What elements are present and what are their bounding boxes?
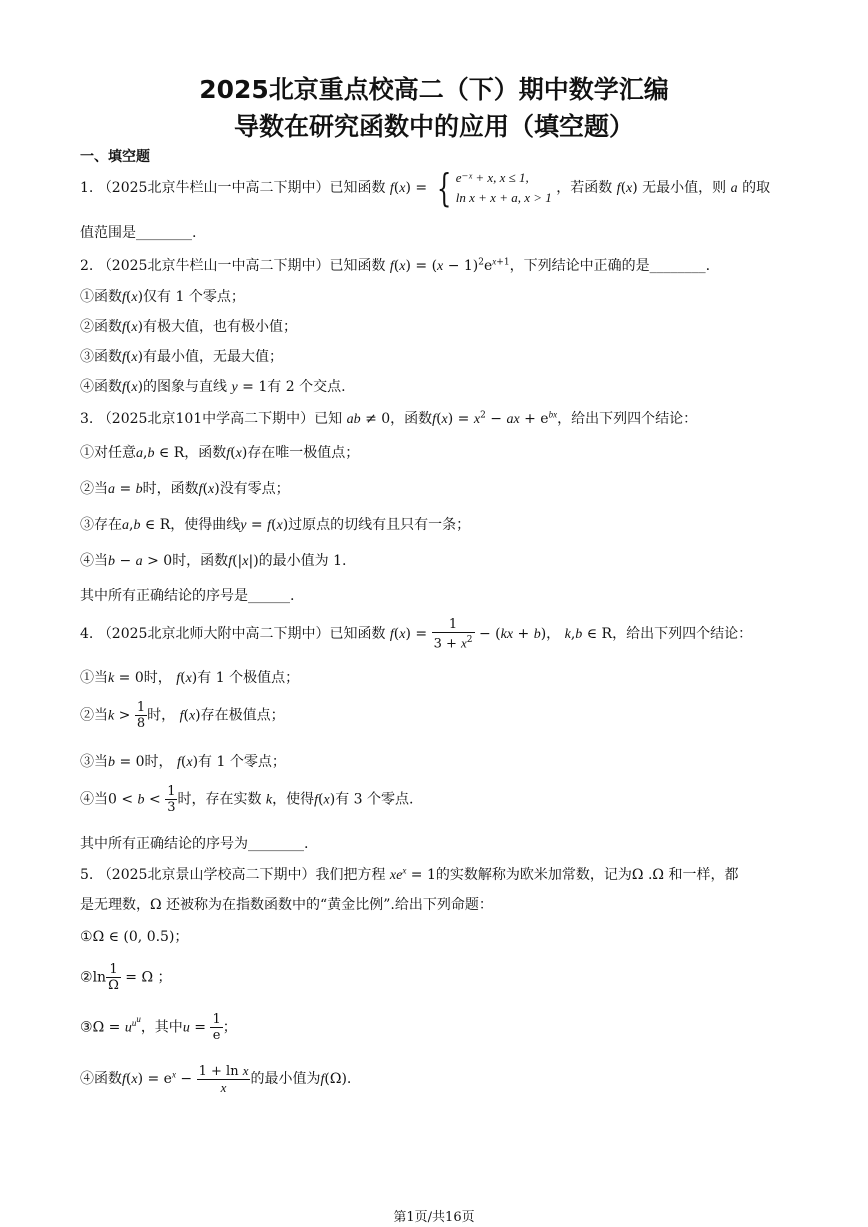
question-4-answer-prompt: 其中所有正确结论的序号为________. bbox=[80, 836, 309, 852]
question-5-option-3: ③Ω = $u^{u^u}$，其中u = $\frac{1}{e}$ ； bbox=[80, 1012, 237, 1043]
question-2-option-1: ①函数f(x)仅有 1 个零点； bbox=[80, 289, 245, 305]
page-footer: 第1页/共16页 bbox=[393, 1210, 475, 1225]
question-5-option-4: ④函数$f(x) = e^x$ − $\frac{\text{1 + ln x}}{x}$ 的最小值为f(Ω). bbox=[80, 1063, 352, 1095]
question-3-stem: 3. （2025北京101中学高二下期中）已知 ab ≠ 0，函数$f(x) = x^2$ − ax + $e^{bx}$，给出下列四个结论： bbox=[80, 409, 698, 427]
question-2-stem: 2. （2025北京牛栏山一中高二下期中）已知函数 $f(x) = (x - 1)^2e^{x+1}$，下列结论中正确的是________. bbox=[80, 256, 711, 274]
question-4-option-3: ③当b = 0时， f(x)有 1 个零点； bbox=[80, 754, 286, 770]
question-3-option-2: ②当a = b时，函数f(x)没有零点； bbox=[80, 481, 290, 497]
question-3-option-3: ③存在a,b ∈ R，使得曲线y = f(x)过原点的切线有且只有一条； bbox=[80, 517, 471, 533]
question-2-option-4: ④函数f(x)的图象与直线 y = 1有 2 个交点. bbox=[80, 379, 346, 395]
page-title: 2025北京重点校高二（下）期中数学汇编 bbox=[199, 75, 669, 104]
question-5-option-2: ②ln $\frac{1}{\Omega}$ = Ω ； bbox=[80, 962, 172, 993]
question-5-stem-line-2: 是无理数，Ω 还被称为在指数函数中的“黄金比例”.给出下列命题： bbox=[80, 897, 493, 913]
page-subtitle: 导数在研究函数中的应用（填空题） bbox=[233, 112, 634, 141]
question-3-answer-prompt: 其中所有正确结论的序号是______. bbox=[80, 588, 295, 604]
question-5-stem: 5. （2025北京景山学校高二下期中）我们把方程 $xe^x = 1$的实数解称为欧米加常数，记为Ω .Ω 和一样，都 bbox=[80, 865, 739, 883]
question-3-option-1: ①对任意a,b ∈ R，函数f(x)存在唯一极值点； bbox=[80, 445, 360, 461]
question-1-line-2: 值范围是________. bbox=[80, 225, 197, 241]
question-4-option-4: ④当0 < b < $\frac{1}{3}$ 时，存在实数 k，使得f(x)有 3 个零点. bbox=[80, 784, 414, 815]
question-2-option-2: ②函数f(x)有极大值，也有极小值； bbox=[80, 319, 298, 335]
question-2-option-3: ③函数f(x)有最小值，无最大值； bbox=[80, 349, 284, 365]
question-4-option-2: ②当k > $\frac{1}{8}$ 时， f(x)存在极值点； bbox=[80, 700, 285, 731]
question-4-option-1: ①当k = 0时， f(x)有 1 个极值点； bbox=[80, 670, 300, 686]
question-4-stem: 4. （2025北京北师大附中高二下期中）已知函数 f(x) = $\frac{1}{3 + x^2}$ − (kx + b)， k,b ∈ R，给出下列四个结论： bbox=[80, 617, 753, 652]
question-1-line-1: 1. （2025北京牛栏山一中高二下期中）已知函数 f(x) = { e⁻ˣ + x, x ≤ 1, ln x + x + a, x > 1 ，若函数 f(x) 无最小值，则 a 的取 bbox=[80, 166, 771, 210]
section-heading: 一、填空题 bbox=[80, 149, 150, 165]
question-5-option-1: ①Ω ∈ (0, 0.5)； bbox=[80, 929, 189, 945]
question-3-option-4: ④当b − a > 0时，函数f(|x|)的最小值为 1. bbox=[80, 553, 347, 569]
